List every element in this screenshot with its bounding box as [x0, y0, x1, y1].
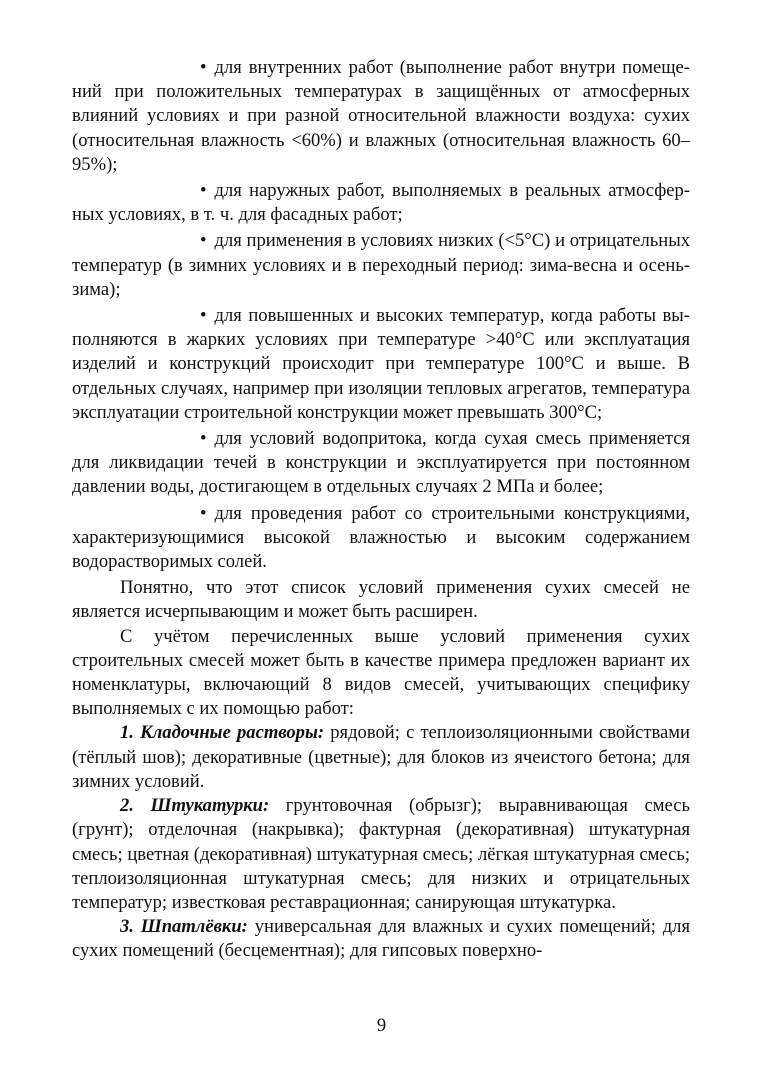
nomenclature-text: универсальная для влажных и сухих помещений; для сухих помещений (бесцементная); для гипсовых поверхно- [72, 916, 690, 962]
bullet-text: для повышенных и высоких температур, когда работы выполняются в жарких условиях при температуре >40°C или эксплуатация изделий и конструкций происходит при температуре 100°C и выше. В отдельных случаях, например при изоляции тепловых агрегатов, температура эксплуатации строительной конструкции может превышать 300°C; [72, 305, 690, 423]
bullet-item [72, 304, 690, 425]
bullet-marker: • [200, 428, 207, 450]
bullet-item [72, 179, 690, 227]
bullet-text: для проведения работ со строительными конструкциями, характеризующимися высокой влажностью и высоким содержанием водорастворимых солей. [72, 502, 690, 573]
bullet-marker: • [200, 305, 207, 327]
nomenclature-term: 3. Шпатлёвки: [120, 916, 248, 938]
bullet-item [72, 229, 690, 302]
bullet-text: для наружных работ, выполняемых в реальных атмосферных условиях, в т. ч. для фасадных работ; [72, 180, 690, 226]
bullet-item [72, 502, 690, 575]
bullet-marker: • [200, 57, 207, 78]
page-number: 9 [376, 1015, 387, 1036]
nomenclature-text: грунтовочная (обрызг); выравнивающая смесь (грунт); отделочная (накрывка); фактурная (декоративная) штукатурная смесь; цветная (декоративная) штукатурная смесь; лёгкая штукатурная смесь; теплоизоляционная штукатурная смесь; для низких и отрицательных температур; известковая реставрационная; санирующая штукатурка. [72, 795, 690, 913]
page-body [72, 56, 690, 964]
bullet-marker: • [200, 230, 207, 252]
nomenclature-item [72, 915, 690, 963]
bullet-marker: • [200, 502, 207, 524]
nomenclature-item [72, 794, 690, 915]
bullet-item [72, 56, 690, 177]
nomenclature-term: 1. Кладочные растворы: [120, 722, 325, 744]
nomenclature-item [72, 721, 690, 794]
bullet-text: для применения в условиях низких (<5°C) и отрицательных температур (в зимних условиях и в переходный период: зима-весна и осень-зима); [72, 230, 690, 300]
nomenclature-text: рядовой; с теплоизоляционными свойствами (тёплый шов); декоративные (цветные); для блоков из ячеистого бетона; для зимних условий. [72, 722, 690, 792]
nomenclature-term: 2. Штукатурки: [120, 795, 270, 817]
bullet-item [72, 427, 690, 500]
paragraph: Понятно, что этот список условий применения сухих смесей не является исчерпывающим и может быть расширен. [72, 577, 690, 623]
bullet-marker: • [200, 180, 207, 202]
bullet-text: для условий водопритока, когда сухая смесь применяется для ликвидации течей в конструкции и эксплуатируется при постоянном давлении воды, достигающем в отдельных случаях 2 МПа и более; [72, 428, 690, 498]
paragraph: С учётом перечисленных выше условий применения сухих строительных смесей может быть в качестве примера предложен вариант их номенклатуры, включающий 8 видов смесей, учитывающих специфику выполняемых с их помощью работ: [72, 625, 690, 720]
bullet-text: для внутренних работ (выполнение работ внутри помещений при положительных температурах в защищённых от атмосферных влияний условиях и при разной относительной влажности воздуха: сухих (относительная влажность <60%) и влажных (относительная влажность 60–95%); [72, 57, 690, 175]
